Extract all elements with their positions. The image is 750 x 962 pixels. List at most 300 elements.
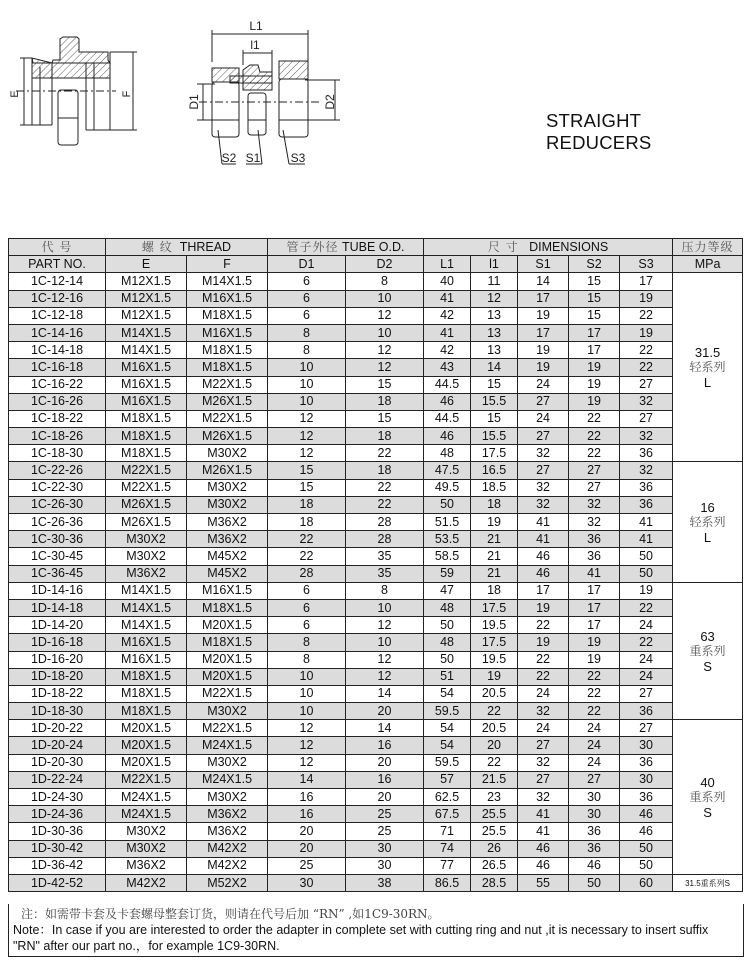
table-cell: 19: [569, 651, 620, 668]
table-cell: 1C-18-26: [9, 428, 106, 445]
table-row: [9, 651, 743, 668]
table-cell: 22: [471, 703, 518, 720]
table-cell: M45X2: [187, 548, 268, 565]
table-cell: 16: [346, 737, 424, 754]
table-cell: 41: [518, 806, 569, 823]
table-cell: M18X1.5: [106, 703, 187, 720]
header-tube: 管子外径 TUBE O.D.: [268, 239, 424, 256]
table-cell: 1D-20-30: [9, 754, 106, 771]
table-cell: 19: [518, 342, 569, 359]
table-cell: 1D-18-22: [9, 685, 106, 702]
table-cell: 12: [346, 307, 424, 324]
table-row: [9, 324, 743, 341]
table-cell: M36X2: [187, 531, 268, 548]
table-cell: 25.5: [471, 823, 518, 840]
header-part-en: PART NO.: [9, 256, 106, 273]
pressure-rating: [673, 462, 743, 582]
table-row: [9, 410, 743, 427]
table-cell: 6: [268, 582, 346, 599]
table-cell: 27: [569, 479, 620, 496]
table-row: [9, 496, 743, 513]
label-l1-small: l1: [250, 38, 260, 52]
table-row: [9, 634, 743, 651]
table-cell: 36: [569, 548, 620, 565]
pressure-value: 31.5: [694, 344, 721, 360]
table-cell: 22: [569, 668, 620, 685]
table-cell: 60: [620, 874, 673, 891]
table-cell: 46: [620, 806, 673, 823]
table-cell: 18.5: [471, 479, 518, 496]
pressure-value: 40: [700, 774, 715, 790]
table-cell: 16: [346, 771, 424, 788]
table-cell: 47: [424, 582, 471, 599]
table-cell: 27: [620, 685, 673, 702]
table-cell: 28: [346, 531, 424, 548]
table-cell: 26: [471, 840, 518, 857]
table-cell: 19: [620, 324, 673, 341]
table-cell: 12: [268, 754, 346, 771]
table-cell: 12: [346, 342, 424, 359]
table-cell: 12: [346, 359, 424, 376]
table-cell: 22: [569, 685, 620, 702]
table-cell: 19: [569, 393, 620, 410]
table-cell: 22: [346, 445, 424, 462]
table-cell: 1C-16-26: [9, 393, 106, 410]
table-cell: 46: [518, 548, 569, 565]
table-cell: M16X1.5: [187, 582, 268, 599]
table-cell: M26X1.5: [187, 428, 268, 445]
table-cell: M18X1.5: [187, 634, 268, 651]
table-cell: 13: [471, 307, 518, 324]
table-cell: 22: [569, 703, 620, 720]
label-s3: S3: [290, 151, 306, 165]
table-row: [9, 617, 743, 634]
table-cell: 59: [424, 565, 471, 582]
table-row: [9, 720, 743, 737]
table-cell: 1C-36-45: [9, 565, 106, 582]
table-cell: 20: [268, 840, 346, 857]
pressure-value: 16: [700, 499, 715, 515]
table-cell: 27: [569, 771, 620, 788]
table-cell: 16.5: [471, 462, 518, 479]
table-cell: M30X2: [187, 703, 268, 720]
table-row: [9, 565, 743, 582]
table-cell: 30: [569, 806, 620, 823]
table-cell: M14X1.5: [106, 342, 187, 359]
table-cell: 13: [471, 342, 518, 359]
table-cell: 30: [620, 737, 673, 754]
table-cell: M36X2: [187, 806, 268, 823]
table-cell: 6: [268, 307, 346, 324]
table-row: [9, 874, 743, 891]
table-row: [9, 840, 743, 857]
table-cell: 25.5: [471, 806, 518, 823]
table-row: [9, 462, 743, 479]
table-cell: M18X1.5: [187, 342, 268, 359]
table-cell: M18X1.5: [106, 410, 187, 427]
table-cell: 32: [518, 789, 569, 806]
table-cell: 1D-20-22: [9, 720, 106, 737]
table-cell: 54: [424, 720, 471, 737]
label-d1: D1: [187, 94, 201, 110]
header-col-d2: D2: [346, 256, 424, 273]
pressure-rating: [673, 582, 743, 720]
table-cell: 12: [471, 290, 518, 307]
table-cell: M16X1.5: [106, 393, 187, 410]
header-pressure-cn: 压力等级: [673, 239, 743, 256]
note-en-line1: Note：In case if you are interested to order the adapter in complete set with cutting ring and nut ,it is necessary to insert suffix: [13, 923, 709, 937]
table-cell: 50: [620, 565, 673, 582]
table-cell: M20X1.5: [106, 737, 187, 754]
table-cell: M26X1.5: [106, 514, 187, 531]
table-cell: M16X1.5: [106, 634, 187, 651]
table-cell: 27: [620, 410, 673, 427]
table-cell: 1C-22-26: [9, 462, 106, 479]
table-cell: M30X2: [187, 479, 268, 496]
table-cell: 50: [620, 857, 673, 874]
table-cell: 24: [569, 720, 620, 737]
table-cell: 24: [569, 754, 620, 771]
table-cell: 1C-16-18: [9, 359, 106, 376]
order-note: [8, 904, 744, 957]
table-cell: 20: [346, 754, 424, 771]
header-col-s1: S1: [518, 256, 569, 273]
table-cell: 19: [569, 634, 620, 651]
table-cell: 12: [268, 737, 346, 754]
table-cell: M22X1.5: [187, 376, 268, 393]
table-cell: M52X2: [187, 874, 268, 891]
table-cell: 32: [518, 496, 569, 513]
table-cell: 12: [268, 410, 346, 427]
table-cell: 19: [620, 582, 673, 599]
pressure-rating-inline: 31.5重系列S: [673, 874, 743, 891]
table-cell: M42X2: [187, 840, 268, 857]
table-cell: 36: [620, 789, 673, 806]
table-cell: M24X1.5: [106, 806, 187, 823]
table-cell: 27: [569, 462, 620, 479]
table-cell: 6: [268, 599, 346, 616]
table-cell: 32: [518, 703, 569, 720]
table-cell: 36: [620, 479, 673, 496]
table-cell: 50: [569, 874, 620, 891]
table-cell: 23: [471, 789, 518, 806]
table-cell: M42X2: [106, 874, 187, 891]
table-cell: M14X1.5: [106, 617, 187, 634]
table-cell: 30: [569, 789, 620, 806]
table-cell: M22X1.5: [187, 410, 268, 427]
table-cell: M12X1.5: [106, 307, 187, 324]
table-cell: 6: [268, 290, 346, 307]
table-cell: 10: [346, 290, 424, 307]
table-row: [9, 307, 743, 324]
table-cell: 15: [471, 410, 518, 427]
table-cell: 1C-30-45: [9, 548, 106, 565]
header-mpa: MPa: [673, 256, 743, 273]
table-cell: 32: [569, 514, 620, 531]
table-cell: 10: [346, 599, 424, 616]
table-row: [9, 479, 743, 496]
table-cell: 16: [268, 789, 346, 806]
table-cell: 12: [268, 428, 346, 445]
table-cell: 44.5: [424, 410, 471, 427]
table-cell: 17: [518, 582, 569, 599]
table-cell: M22X1.5: [106, 479, 187, 496]
table-cell: M18X1.5: [106, 428, 187, 445]
table-cell: 20: [471, 737, 518, 754]
table-cell: 1D-36-42: [9, 857, 106, 874]
header-col-s3: S3: [620, 256, 673, 273]
table-cell: 12: [268, 445, 346, 462]
table-cell: 1D-42-52: [9, 874, 106, 891]
table-cell: 46: [424, 393, 471, 410]
spec-table: [8, 238, 743, 892]
table-cell: 30: [620, 771, 673, 788]
table-cell: 38: [346, 874, 424, 891]
table-row: [9, 514, 743, 531]
table-cell: 19: [620, 290, 673, 307]
table-cell: 27: [518, 393, 569, 410]
table-cell: 15: [569, 273, 620, 290]
table-cell: 20: [268, 823, 346, 840]
table-cell: 15: [268, 479, 346, 496]
table-cell: 32: [518, 754, 569, 771]
table-cell: 22: [518, 617, 569, 634]
table-cell: 32: [620, 393, 673, 410]
table-cell: M45X2: [187, 565, 268, 582]
table-cell: 1C-12-14: [9, 273, 106, 290]
table-cell: 1C-26-30: [9, 496, 106, 513]
table-cell: M36X2: [106, 565, 187, 582]
table-cell: 25: [346, 823, 424, 840]
note-cn: 注：如需带卡套及卡套螺母整套订货，则请在代号后加 “RN” ,如1C9-30RN。: [21, 907, 440, 921]
table-cell: 19: [518, 634, 569, 651]
pressure-rating: [673, 720, 743, 875]
table-cell: M26X1.5: [106, 496, 187, 513]
table-cell: 36: [569, 840, 620, 857]
table-cell: 53.5: [424, 531, 471, 548]
table-cell: 8: [346, 273, 424, 290]
table-cell: 1C-22-30: [9, 479, 106, 496]
table-cell: 46: [569, 857, 620, 874]
table-cell: 41: [424, 324, 471, 341]
header-thread: 螺 纹 THREAD: [106, 239, 268, 256]
series-cn: 重系列: [689, 789, 726, 804]
table-cell: 1C-18-22: [9, 410, 106, 427]
table-cell: 12: [268, 720, 346, 737]
table-cell: 22: [620, 342, 673, 359]
table-cell: 21: [471, 548, 518, 565]
table-cell: 12: [346, 668, 424, 685]
table-cell: M20X1.5: [106, 754, 187, 771]
table-cell: 17.5: [471, 634, 518, 651]
table-cell: M22X1.5: [106, 462, 187, 479]
table-cell: 24: [518, 685, 569, 702]
table-cell: 24: [620, 668, 673, 685]
label-f: F: [121, 90, 133, 98]
table-cell: M30X2: [187, 445, 268, 462]
table-row: [9, 754, 743, 771]
table-cell: M36X2: [106, 857, 187, 874]
table-cell: 36: [620, 754, 673, 771]
table-cell: 59.5: [424, 703, 471, 720]
table-cell: 32: [620, 462, 673, 479]
table-cell: 15.5: [471, 428, 518, 445]
table-cell: 21: [471, 531, 518, 548]
table-cell: 17: [569, 617, 620, 634]
table-cell: 1C-30-36: [9, 531, 106, 548]
table-cell: 19: [569, 376, 620, 393]
table-cell: 18: [471, 496, 518, 513]
table-cell: M24X1.5: [187, 771, 268, 788]
table-cell: 32: [518, 445, 569, 462]
table-cell: 51: [424, 668, 471, 685]
table-cell: 19: [471, 514, 518, 531]
table-cell: 19.5: [471, 617, 518, 634]
table-cell: 50: [620, 548, 673, 565]
table-cell: M22X1.5: [187, 685, 268, 702]
table-cell: 17.5: [471, 445, 518, 462]
table-cell: M14X1.5: [106, 599, 187, 616]
table-cell: 1D-16-20: [9, 651, 106, 668]
table-cell: 19: [518, 599, 569, 616]
table-cell: M18X1.5: [106, 445, 187, 462]
table-cell: M18X1.5: [187, 307, 268, 324]
table-row: [9, 376, 743, 393]
table-cell: 17: [569, 342, 620, 359]
table-cell: 36: [620, 703, 673, 720]
table-cell: 14: [268, 771, 346, 788]
table-cell: 6: [268, 617, 346, 634]
table-cell: 35: [346, 565, 424, 582]
table-cell: M12X1.5: [106, 290, 187, 307]
table-cell: 11: [471, 273, 518, 290]
table-cell: 24: [518, 376, 569, 393]
table-cell: 48: [424, 445, 471, 462]
series-cn: 轻系列: [689, 359, 726, 374]
series-code: L: [703, 529, 712, 545]
table-cell: 1C-18-30: [9, 445, 106, 462]
table-cell: 54: [424, 737, 471, 754]
table-row: [9, 806, 743, 823]
table-cell: M18X1.5: [187, 599, 268, 616]
table-cell: 17.5: [471, 599, 518, 616]
table-cell: 1C-12-18: [9, 307, 106, 324]
table-cell: 36: [620, 496, 673, 513]
table-cell: M30X2: [106, 548, 187, 565]
table-cell: M26X1.5: [187, 393, 268, 410]
table-cell: 36: [620, 445, 673, 462]
table-cell: 32: [569, 496, 620, 513]
header-dimensions: 尺 寸 DIMENSIONS: [424, 239, 673, 256]
table-cell: 22: [569, 445, 620, 462]
table-cell: 27: [518, 428, 569, 445]
table-cell: 17: [569, 599, 620, 616]
label-s1: S1: [245, 151, 261, 165]
table-cell: 46: [518, 565, 569, 582]
table-cell: 10: [268, 359, 346, 376]
table-cell: 15: [569, 290, 620, 307]
table-cell: 17: [620, 273, 673, 290]
table-cell: M20X1.5: [187, 668, 268, 685]
table-cell: 27: [518, 771, 569, 788]
table-cell: 22: [518, 651, 569, 668]
table-cell: 19: [518, 307, 569, 324]
table-cell: M30X2: [187, 754, 268, 771]
table-cell: 27: [518, 462, 569, 479]
table-cell: 17: [569, 582, 620, 599]
table-cell: 17: [518, 324, 569, 341]
table-cell: 57: [424, 771, 471, 788]
table-cell: 46: [518, 857, 569, 874]
table-cell: 41: [424, 290, 471, 307]
label-l1: L1: [249, 19, 263, 33]
table-cell: 8: [268, 651, 346, 668]
series-code: L: [703, 374, 712, 390]
table-cell: M14X1.5: [187, 273, 268, 290]
table-cell: 22: [620, 599, 673, 616]
table-cell: 22: [620, 307, 673, 324]
table-cell: 17: [518, 290, 569, 307]
table-cell: 1D-14-18: [9, 599, 106, 616]
table-cell: 32: [518, 479, 569, 496]
table-cell: 42: [424, 342, 471, 359]
table-cell: 15: [569, 307, 620, 324]
table-cell: 12: [346, 617, 424, 634]
table-cell: 20: [346, 789, 424, 806]
table-cell: 10: [268, 703, 346, 720]
header-col-l1-small: l1: [471, 256, 518, 273]
table-cell: 50: [620, 840, 673, 857]
table-cell: 17: [569, 324, 620, 341]
table-cell: 42: [424, 307, 471, 324]
series-cn: 重系列: [689, 643, 726, 658]
table-cell: 22: [620, 359, 673, 376]
table-row: [9, 703, 743, 720]
series-cn: 轻系列: [689, 514, 726, 529]
table-cell: 41: [620, 514, 673, 531]
table-cell: 10: [268, 376, 346, 393]
table-cell: 1D-22-24: [9, 771, 106, 788]
table-cell: 12: [346, 651, 424, 668]
table-cell: M26X1.5: [187, 462, 268, 479]
table-cell: 13: [471, 324, 518, 341]
table-cell: 22: [471, 754, 518, 771]
table-cell: 46: [518, 840, 569, 857]
table-cell: M22X1.5: [187, 720, 268, 737]
table-row: [9, 548, 743, 565]
table-cell: 1C-12-16: [9, 290, 106, 307]
header-col-l1: L1: [424, 256, 471, 273]
table-cell: 36: [569, 531, 620, 548]
table-cell: M18X1.5: [106, 668, 187, 685]
table-cell: 46: [424, 428, 471, 445]
label-s2: S2: [221, 151, 237, 165]
table-cell: 30: [346, 840, 424, 857]
table-cell: 19.5: [471, 651, 518, 668]
table-row: [9, 582, 743, 599]
table-cell: 21: [471, 565, 518, 582]
table-cell: 62.5: [424, 789, 471, 806]
pressure-rating: [673, 273, 743, 462]
table-cell: M30X2: [106, 823, 187, 840]
table-cell: 28: [346, 514, 424, 531]
table-cell: 8: [268, 342, 346, 359]
table-row: [9, 290, 743, 307]
table-cell: 50: [424, 617, 471, 634]
series-code: S: [703, 804, 712, 820]
header-col-f: F: [187, 256, 268, 273]
table-cell: 8: [268, 634, 346, 651]
